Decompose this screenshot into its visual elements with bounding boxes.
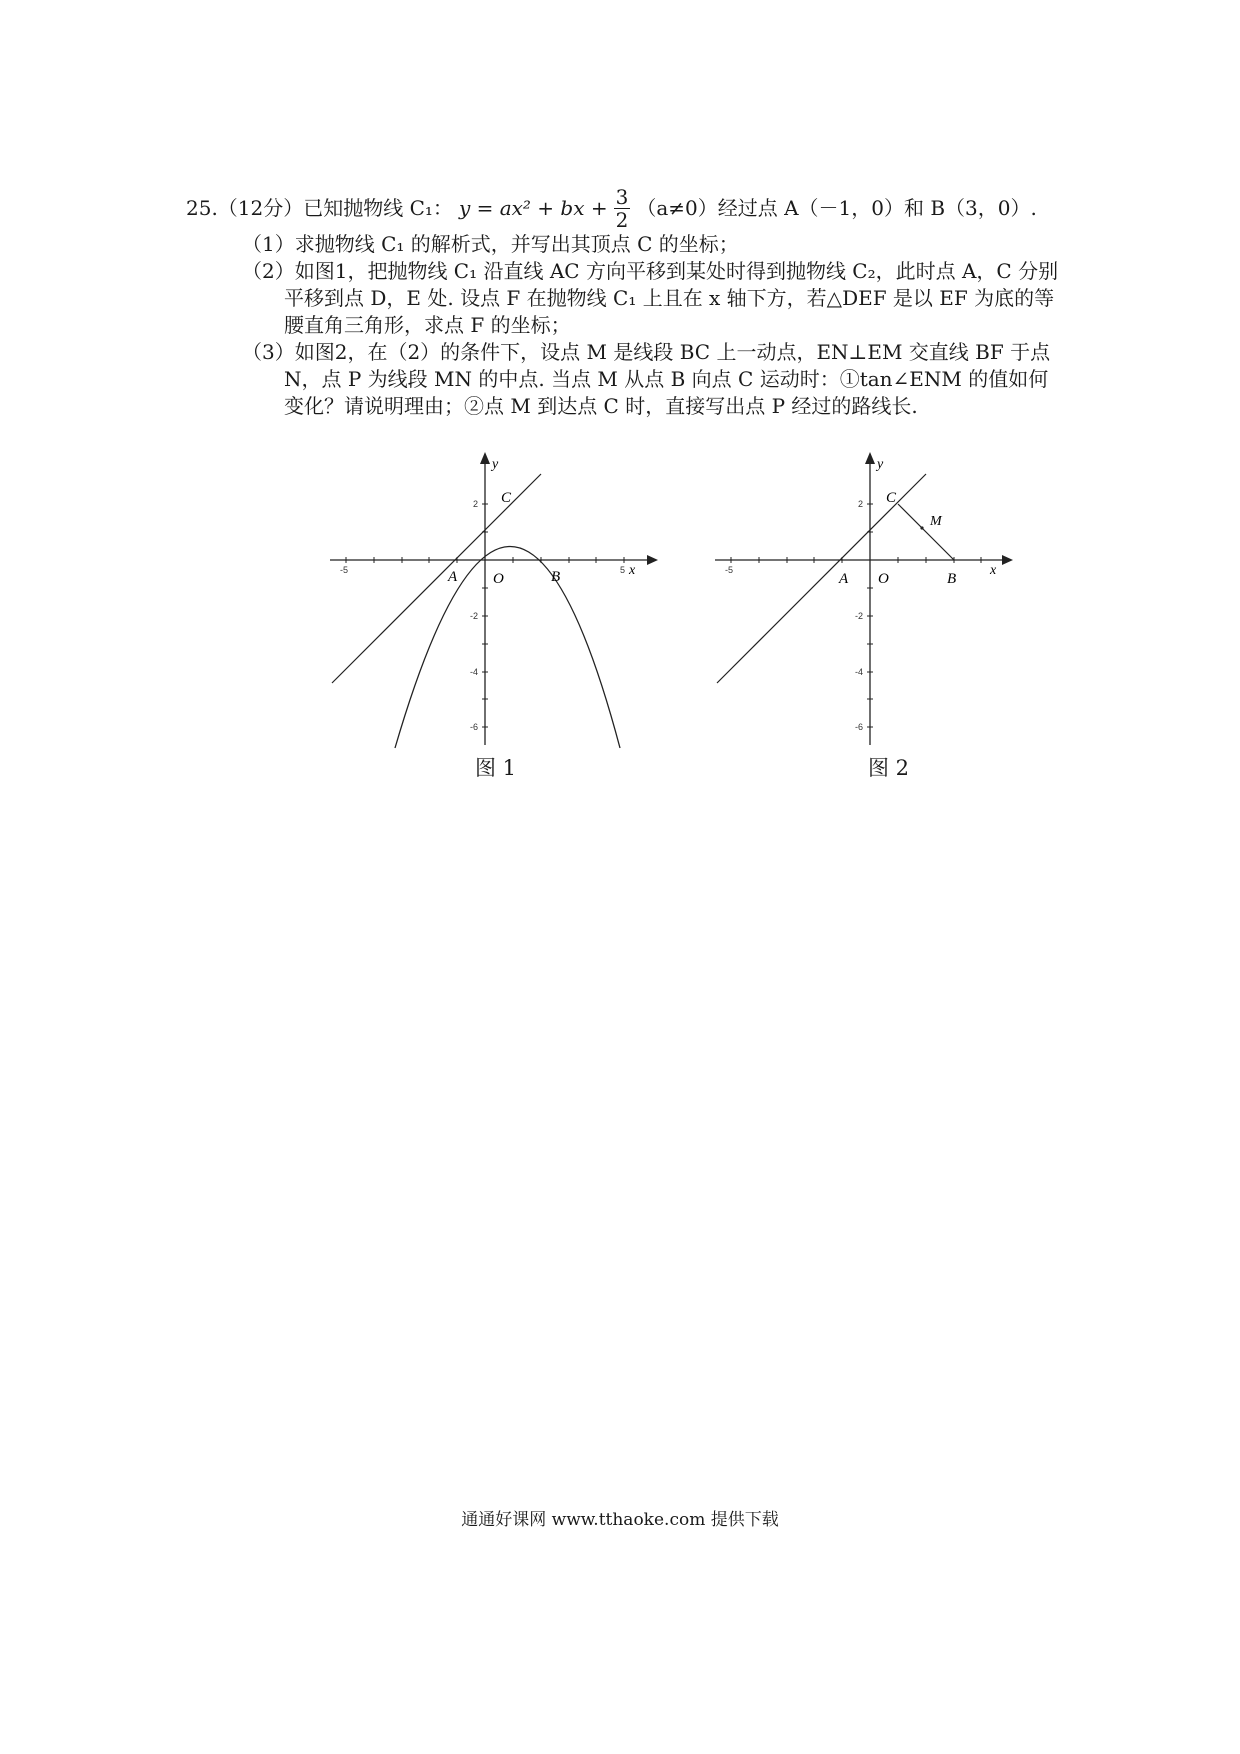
label-y: y [877, 457, 884, 472]
tick-y-2: 2 [858, 499, 864, 509]
figure-2 [710, 450, 1020, 750]
label-c: C [501, 490, 512, 506]
tick-y-2: 2 [473, 499, 479, 509]
tick-x-neg5: -5 [340, 565, 349, 575]
fraction-numerator: 3 [615, 185, 629, 209]
label-c: C [886, 490, 897, 506]
fraction-three-halves [614, 186, 631, 231]
tick-y-neg4: -4 [855, 667, 864, 677]
tick-y-neg6: -6 [855, 722, 864, 732]
part-1: （1）求抛物线 C₁ 的解析式，并写出其顶点 C 的坐标； [242, 232, 739, 256]
figure-1 [325, 450, 665, 750]
tick-y-neg2: -2 [470, 611, 479, 621]
label-o: O [493, 571, 504, 587]
parabola-c1 [395, 547, 620, 749]
segment-cb [898, 504, 954, 560]
point-m [920, 526, 923, 529]
tick-x-5: 5 [620, 565, 626, 575]
label-a: A [839, 571, 849, 587]
label-x: x [990, 563, 997, 578]
label-a: A [448, 569, 458, 585]
y-axis-arrow [480, 452, 490, 464]
label-x: x [629, 563, 636, 578]
fraction-denominator: 2 [615, 208, 629, 232]
figure-2-graph [710, 450, 1020, 750]
tick-y-neg6: -6 [470, 722, 479, 732]
label-o: O [878, 571, 889, 587]
part-2: （2）如图1，把抛物线 C₁ 沿直线 AC 方向平移到某处时得到抛物线 C₂，此时点 A，C 分别平移到点 D，E 处. 设点 F 在抛物线 C₁ 上且在 x 轴下方，若△DEF 是以 EF 为底的等腰直角三角形，求点 F 的坐标； [242, 259, 1059, 337]
x-axis-arrow [647, 555, 658, 565]
label-b: B [947, 571, 957, 587]
y-axis-arrow [865, 452, 875, 464]
page-footer: 通通好课网 www.tthaoke.com 提供下载 [461, 1510, 779, 1530]
label-m: M [930, 514, 942, 529]
stem-condition: （a≠0）经过点 A（－1，0）和 B（3，0）. [636, 196, 1037, 220]
figure-1-graph [325, 450, 665, 750]
figure-1-caption: 图 1 [475, 756, 517, 780]
tick-x-neg5: -5 [725, 565, 734, 575]
problem-25 [186, 186, 1066, 420]
figure-2-caption: 图 2 [868, 756, 910, 780]
tick-y-neg4: -4 [470, 667, 479, 677]
problem-stem [186, 186, 1066, 231]
label-b: B [551, 569, 561, 585]
x-axis-arrow [1002, 555, 1013, 565]
stem-intro: 25.（12分）已知抛物线 C₁： [186, 196, 453, 220]
part-3: （3）如图2，在（2）的条件下，设点 M 是线段 BC 上一动点，EN⊥EM 交直线 BF 于点 N，点 P 为线段 MN 的中点. 当点 M 从点 B 向点 C 运动时：①tan∠ENM 的值如何变化？请说明理由；②点 M 到达点 C 时，直接写出点 P 经过的路线长. [242, 340, 1051, 418]
tick-y-neg2: -2 [855, 611, 864, 621]
label-y: y [492, 457, 499, 472]
parabola-equation: y = ax² + bx + [458, 196, 608, 220]
